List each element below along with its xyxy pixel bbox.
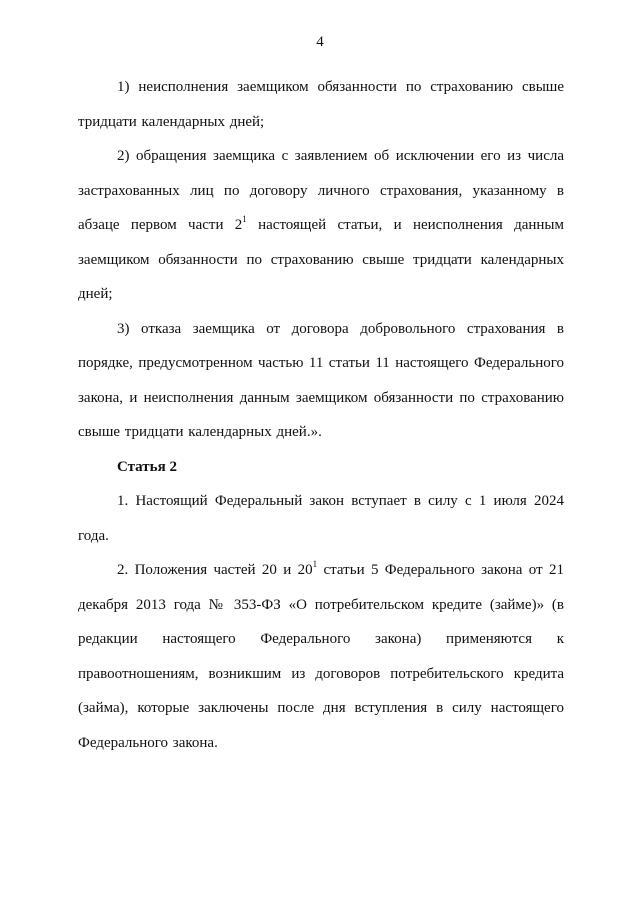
article-paragraph-2-text-start: 2. Положения частей 20 и 20 — [117, 562, 313, 578]
list-item-2-text-end: настоящей статьи, и неисполнения данным заемщиком обязанности по страхованию свыше тридцати календарных дней; — [78, 217, 564, 302]
list-item-2-text-start: 2) обращения заемщика с заявлением об исключении его из числа застрахованных лиц по договору личного страхования, указанному в абзаце первом части 2 — [78, 148, 564, 233]
article-paragraph-2 — [78, 553, 564, 760]
document-body — [78, 70, 564, 760]
article-paragraph-2-text-end: статьи 5 Федерального закона от 21 декабря 2013 года № 353-ФЗ «О потребительском кредите (займе)» (в редакции настоящего Федерального закона) применяются к правоотношениям, возникшим из договоров потребительского кредита (займа), которые заключены после дня вступления в силу настоящего Федерального закона. — [78, 562, 565, 751]
list-item-2 — [78, 139, 564, 312]
article-paragraph-1: 1. Настоящий Федеральный закон вступает в силу с 1 июля 2024 года. — [78, 493, 564, 544]
superscript-index: 1 — [242, 214, 247, 224]
page-number: 4 — [316, 34, 324, 50]
superscript-index: 1 — [312, 559, 318, 569]
article-heading: Статья 2 — [117, 458, 177, 475]
list-item-1: 1) неисполнения заемщиком обязанности по страхованию свыше тридцати календарных дней; — [78, 79, 564, 130]
list-item-3: 3) отказа заемщика от договора добровольного страхования в порядке, предусмотренном частью 11 статьи 11 настоящего Федерального закона, и неисполнения данным заемщиком обязанности по страхованию свыше тридцати календарных дней.». — [78, 320, 564, 440]
